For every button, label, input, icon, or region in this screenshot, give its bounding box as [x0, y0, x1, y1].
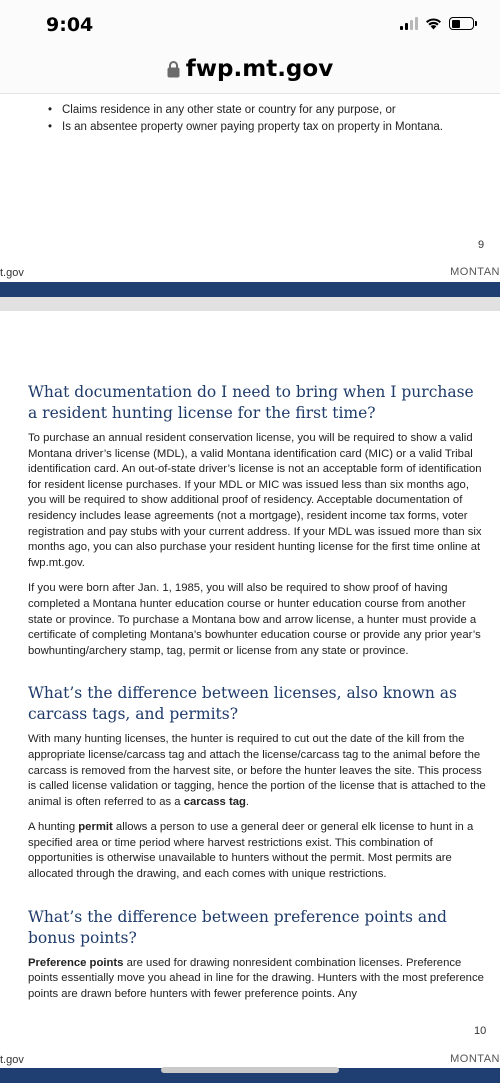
footer-state: MONTAN [450, 1053, 500, 1065]
list-item: • Claims residence in any other state or country for any purpose, or [48, 102, 443, 119]
term-carcass-tag: carcass tag [183, 795, 246, 808]
address-bar[interactable] [0, 44, 500, 94]
text-span: are used for drawing nonresident combination licenses. Preference points essentially move you ahead in line for the drawing. Hunters with the most preference points are drawn before hunters with fewer preference points. Any [28, 956, 484, 1000]
faq-answer-paragraph [28, 956, 486, 1003]
footer-state: MONTAN [450, 266, 500, 278]
cellular-signal-icon [400, 17, 418, 30]
term-preference-points: Preference points [28, 956, 124, 969]
term-permit: permit [78, 821, 113, 834]
faq-question-points: What’s the difference between preference points and bonus points? [28, 907, 447, 947]
lock-icon [167, 60, 180, 78]
page-divider [0, 297, 500, 311]
faq-question-licenses-permits: What’s the difference between licenses, also known as carcass tags, and permits? [28, 684, 457, 724]
faq-answer-paragraph [28, 820, 486, 882]
text-span: With many hunting licenses, the hunter is required to cut out the date of the kill from the appropriate license/carcass tag and attach the license/carcass tag to the animal before the carcass is removed from the harvest site, or before the hunter leaves the site. This process is called license validation or tagging, hence the portion of the license that is attached to the animal is often referred to as a [28, 733, 486, 808]
text-span: A hunting [28, 821, 79, 834]
page-10-content [28, 382, 486, 1012]
text-span: allows a person to use a general deer or general elk license to hunt in a specified area or time period where harvest restrictions exist. This combination of opportunities is otherwise unavailable to hunters without the permit. Most permits are allocated through the drawing, and each comes with unique restrictions. [28, 821, 474, 881]
list-item: • Is an absentee property owner paying property tax on property in Montana. [48, 119, 443, 136]
home-indicator[interactable] [161, 1067, 339, 1073]
status-icons [400, 17, 474, 30]
faq-answer-paragraph: If you were born after Jan. 1, 1985, you will also be required to show proof of having completed a Montana hunter education course or hunter education course from another state or province. To purchase a Montana bow and arrow license, a hunter must provide a certificate of completing Montana’s bowhunter education course or provide any prior year’s bowhunting/archery stamp, tag, permit or license from any state or province. [28, 582, 481, 657]
page-number: 10 [474, 1025, 487, 1037]
status-bar [0, 0, 500, 44]
faq-answer-paragraph: To purchase an annual resident conservation license, you will be required to show a valid Montana driver’s license (MDL), a valid Montana identification card (MIC) or a valid Tribal identification card. An out-of-state driver’s license is not an acceptable form of identification for resident license purchases. If your MDL or MIC was issued less than six months ago, you will be required to show additional proof of residency. Acceptable documentation of residency includes lease agreements (not a mortgage), resident income tax forms, voter registration and pay stubs with your current address. If your MDL was issued more than six months ago, you can also purchase your resident hunting license for the first time online at fwp.mt.gov. [28, 432, 482, 569]
battery-icon [449, 17, 474, 30]
faq-question-documentation: What documentation do I need to bring when I purchase a resident hunting license for the first time? [28, 383, 474, 422]
faq-answer-paragraph [28, 732, 486, 810]
residency-bullet-list [48, 102, 443, 136]
url-text[interactable]: fwp.mt.gov [185, 55, 334, 82]
page-footer-band [0, 282, 500, 297]
footer-url: t.gov [0, 1054, 24, 1066]
wifi-icon [425, 17, 442, 30]
page-number: 9 [478, 239, 485, 251]
text-span: . [245, 795, 250, 808]
footer-url: t.gov [0, 267, 24, 279]
status-time: 9:04 [46, 14, 94, 36]
